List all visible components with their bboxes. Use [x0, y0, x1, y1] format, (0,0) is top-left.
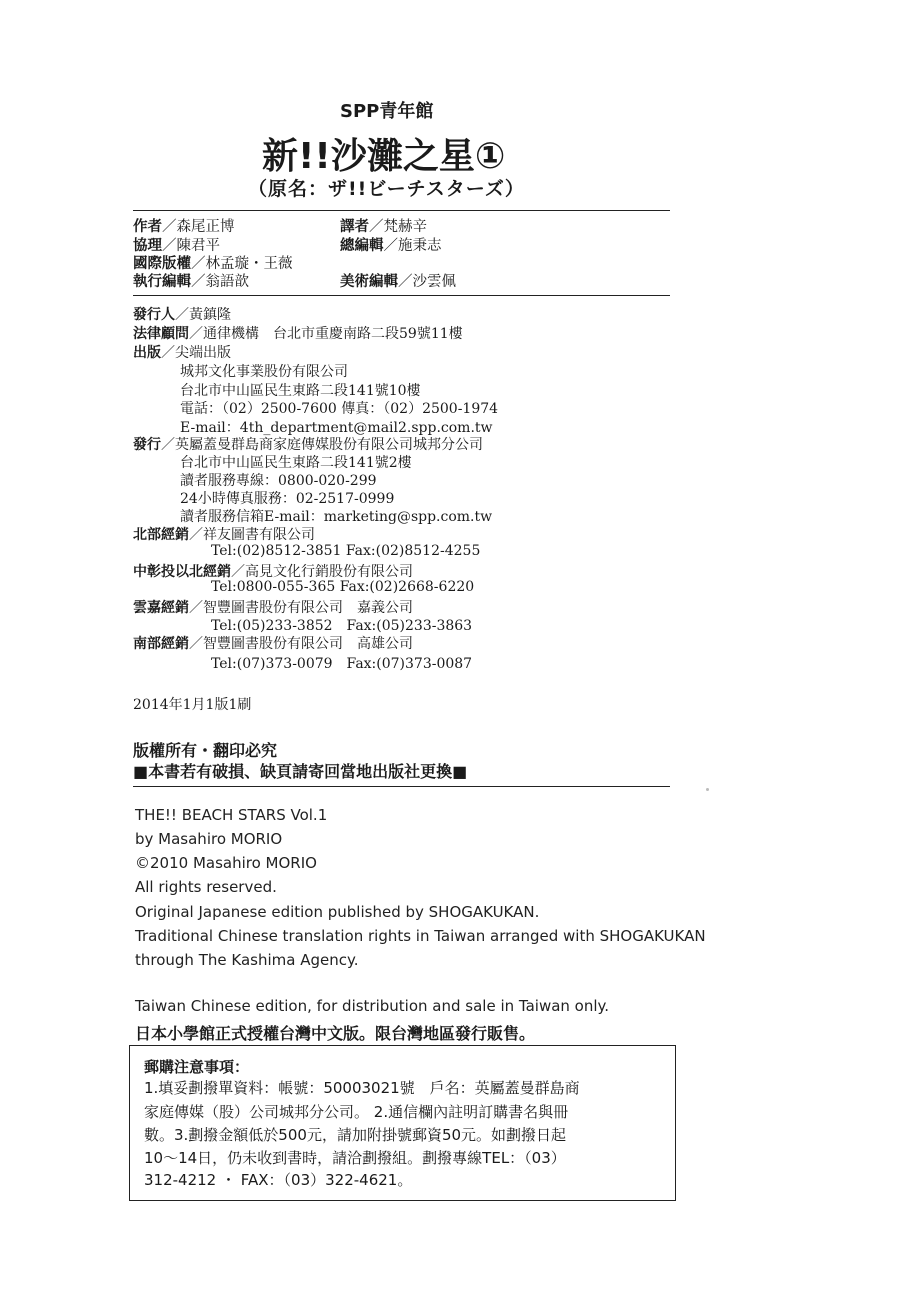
credit-label: 譯者	[340, 219, 369, 235]
english-line: Taiwan Chinese edition, for distribution and sale in Taiwan only.	[135, 997, 610, 1015]
legal-counsel-row: 法律顧問／通律機構 台北市重慶南路二段59號11樓	[133, 326, 463, 342]
pub-value: 黃鎮隆	[189, 307, 231, 323]
credit-value: 沙雲佩	[412, 274, 456, 290]
pub-value: 英屬蓋曼群島商家庭傳媒股份有限公司城邦分公司	[175, 437, 483, 453]
copyright-notice: 版權所有・翻印必究	[133, 741, 278, 760]
english-line: Traditional Chinese translation rights in Taiwan arranged with SHOGAKUKAN	[135, 927, 706, 945]
english-line: Original Japanese edition published by SHOGAKUKAN.	[135, 903, 540, 921]
north-distributor-contact: Tel:(02)8512-3851 Fax:(02)8512-4255	[211, 543, 481, 559]
pub-label: 法律顧問	[133, 326, 189, 342]
pub-value: 尖端出版	[175, 345, 231, 361]
credit-value: 林孟璇・王薇	[205, 256, 293, 272]
imprint-row: 出版／尖端出版	[133, 345, 231, 361]
book-title: 新!!沙灘之星①	[262, 136, 506, 177]
south-distributor-row: 南部經銷／智豐圖書股份有限公司 高雄公司	[133, 636, 413, 652]
central-distributor-contact: Tel:0800-055-365 Fax:(02)2668-6220	[211, 579, 475, 595]
credit-label: 執行編輯	[133, 274, 191, 290]
credit-label: 作者	[133, 219, 162, 235]
credit-author: 作者／森尾正博	[133, 219, 235, 235]
english-line: ©2010 Masahiro MORIO	[135, 854, 317, 872]
distributor-row: 發行／英屬蓋曼群島商家庭傳媒股份有限公司城邦分公司	[133, 437, 483, 453]
company-phone: 電話：（02）2500-7600 傳真：（02）2500-1974	[180, 401, 499, 417]
company-email: E-mail：4th_department@mail2.spp.com.tw	[180, 420, 493, 436]
pub-value: 祥友圖書有限公司	[203, 527, 315, 543]
divider	[133, 786, 670, 787]
credit-label: 美術編輯	[340, 274, 398, 290]
pub-label: 中彰投以北經銷	[133, 564, 231, 580]
credit-label: 國際版權	[133, 256, 191, 272]
pub-value: 高見文化行銷股份有限公司	[245, 564, 413, 580]
pub-label: 雲嘉經銷	[133, 600, 189, 616]
credit-label: 總編輯	[340, 238, 384, 254]
pub-label: 北部經銷	[133, 527, 189, 543]
yunjia-distributor-contact: Tel:(05)233-3852 Fax:(05)233-3863	[211, 618, 473, 634]
fax-service: 24小時傳真服務：02-2517-0999	[180, 491, 395, 507]
pub-value: 通律機構 台北市重慶南路二段59號11樓	[203, 326, 463, 342]
publisher-row: 發行人／黃鎮隆	[133, 307, 231, 323]
pub-label: 發行人	[133, 307, 175, 323]
credit-value: 森尾正博	[176, 219, 235, 235]
printing-date: 2014年1月1版1刷	[133, 697, 252, 713]
divider	[133, 210, 670, 211]
credit-label: 協理	[133, 238, 162, 254]
credit-international-rights: 國際版權／林孟璇・王薇	[133, 256, 293, 272]
mail-order-line: 10～14日，仍未收到書時，請洽劃撥組。劃撥專線TEL：（03）	[144, 1149, 566, 1167]
credit-value: 翁語歆	[205, 274, 249, 290]
pub-label: 發行	[133, 437, 161, 453]
yunjia-distributor-row: 雲嘉經銷／智豐圖書股份有限公司 嘉義公司	[133, 600, 413, 616]
credit-value: 陳君平	[176, 238, 220, 254]
english-line: THE!! BEACH STARS Vol.1	[135, 806, 328, 824]
replacement-notice: ■本書若有破損、缺頁請寄回當地出版社更換■	[133, 762, 468, 781]
south-distributor-contact: Tel:(07)373-0079 Fax:(07)373-0087	[211, 656, 473, 672]
north-distributor-row: 北部經銷／祥友圖書有限公司	[133, 527, 315, 543]
credit-assistant-manager: 協理／陳君平	[133, 238, 220, 254]
company-address: 台北市中山區民生東路二段141號10樓	[180, 383, 421, 399]
credit-translator: 譯者／梵赫辛	[340, 219, 427, 235]
divider	[133, 295, 670, 296]
pub-label: 南部經銷	[133, 636, 189, 652]
english-line: All rights reserved.	[135, 878, 277, 896]
pub-value: 智豐圖書股份有限公司 嘉義公司	[203, 600, 413, 616]
mail-order-line: 312-4212 ・ FAX：（03）322-4621。	[144, 1171, 413, 1189]
credit-executive-editor: 執行編輯／翁語歆	[133, 274, 249, 290]
mail-order-line: 數。3.劃撥金額低於500元，請加附掛號郵資50元。如劃撥日起	[144, 1126, 567, 1144]
english-line: by Masahiro MORIO	[135, 830, 283, 848]
pub-label: 出版	[133, 345, 161, 361]
japan-authorization: 日本小學館正式授權台灣中文版。限台灣地區發行販售。	[135, 1024, 536, 1043]
credit-art-editor: 美術編輯／沙雲佩	[340, 274, 456, 290]
credit-value: 施秉志	[398, 238, 442, 254]
pub-value: 智豐圖書股份有限公司 高雄公司	[203, 636, 413, 652]
central-distributor-row: 中彰投以北經銷／高見文化行銷股份有限公司	[133, 564, 413, 580]
mail-order-line: 1.填妥劃撥單資料：帳號：50003021號 戶名：英屬蓋曼群島商	[144, 1079, 580, 1097]
speck	[706, 788, 709, 791]
mail-order-line: 家庭傳媒（股）公司城邦分公司。 2.通信欄內註明訂購書名與冊	[144, 1103, 569, 1121]
english-line: through The Kashima Agency.	[135, 951, 359, 969]
reader-service-email: 讀者服務信箱E-mail：marketing@spp.com.tw	[180, 509, 493, 525]
credit-value: 梵赫辛	[383, 219, 427, 235]
series-label: SPP青年館	[340, 101, 434, 122]
mail-order-title: 郵購注意事項：	[144, 1058, 250, 1076]
reader-service-phone: 讀者服務專線：0800-020-299	[180, 473, 377, 489]
credit-chief-editor: 總編輯／施秉志	[340, 238, 442, 254]
original-title: （原名：ザ!!ビーチスターズ）	[248, 178, 525, 200]
company-name: 城邦文化事業股份有限公司	[180, 364, 348, 380]
distributor-address: 台北市中山區民生東路二段141號2樓	[180, 455, 412, 471]
